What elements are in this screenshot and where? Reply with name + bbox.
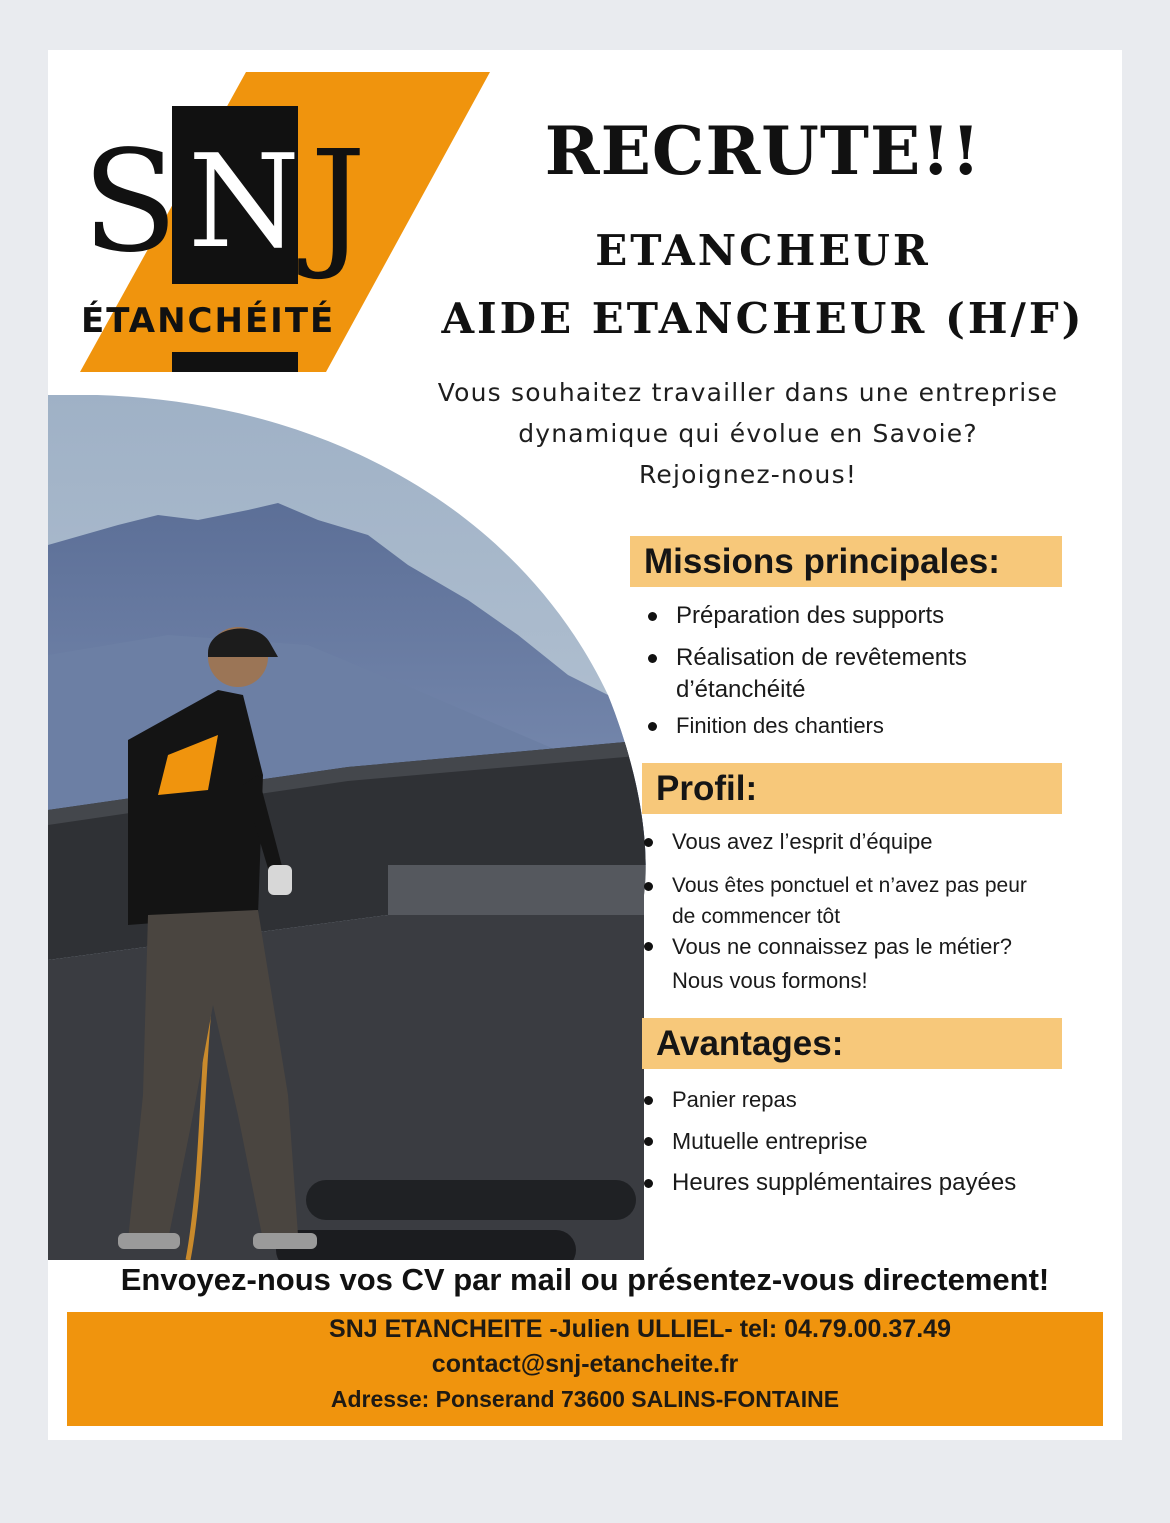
list-item — [644, 1125, 868, 1157]
logo-letter-n: N — [188, 128, 300, 277]
contact-box — [67, 1312, 1103, 1426]
list-item-text: Réalisation de revêtements — [676, 644, 967, 671]
membrane-roll — [306, 1180, 636, 1220]
missions-heading: Missions principales: — [630, 536, 1062, 587]
list-item-text: Heures supplémentaires payées — [672, 1169, 1017, 1196]
logo-letter-j: J — [310, 121, 367, 284]
avantages-heading: Avantages: — [642, 1018, 1062, 1069]
list-item-text: Préparation des supports — [676, 602, 945, 629]
bullet-dot — [648, 612, 657, 621]
bullet-dot — [648, 654, 657, 663]
list-item — [644, 1167, 1016, 1199]
contact-email[interactable]: contact@snj-etancheite.fr — [431, 1350, 739, 1378]
bullet-dot — [644, 838, 653, 847]
missions-list — [648, 600, 1108, 750]
list-item-text: Vous êtes ponctuel et n’avez pas peur — [672, 874, 1027, 897]
logo-black-bar — [172, 352, 298, 372]
intro-line: dynamique qui évolue en Savoie? — [518, 419, 978, 448]
contact-address: Adresse: Ponserand 73600 SALINS-FONTAINE — [330, 1386, 840, 1412]
bullet-dot — [644, 1096, 653, 1105]
membrane-roll — [276, 1230, 576, 1260]
list-item-text: Nous vous formons! — [672, 968, 868, 993]
intro-line: Vous souhaitez travailler dans une entreprise — [437, 378, 1059, 407]
flyer-sheet — [48, 50, 1122, 1440]
list-item — [644, 1084, 797, 1116]
recrute-heading: RECRUTE!! — [544, 112, 982, 190]
bullet-dot — [648, 722, 657, 731]
list-item-text: Finition des chantiers — [676, 713, 884, 738]
list-item — [648, 710, 884, 742]
list-item — [644, 930, 1012, 998]
list-item — [644, 826, 933, 858]
list-item-text: Panier repas — [672, 1087, 797, 1112]
cta-text: Envoyez-nous vos CV par mail ou présentez-vous directement! — [120, 1262, 1050, 1297]
list-item-text: de commencer tôt — [672, 905, 841, 928]
profil-heading: Profil: — [642, 763, 1062, 814]
list-item-text: Vous ne connaissez pas le métier? — [672, 934, 1012, 959]
profil-list — [644, 826, 1104, 1006]
bullet-dot — [644, 942, 653, 951]
list-item-text: d’étanchéité — [676, 676, 806, 703]
bullet-dot — [644, 882, 653, 891]
bullet-dot — [644, 1137, 653, 1146]
logo-letter-s: S — [82, 121, 178, 284]
list-item — [644, 870, 1027, 932]
list-item — [648, 642, 967, 706]
worker-rooftop-photo — [48, 395, 648, 1260]
list-item-text: Vous avez l’esprit d’équipe — [672, 829, 933, 854]
intro-line: Rejoignez-nous! — [638, 460, 858, 489]
job-title-etancheur: ETANCHEUR — [595, 226, 931, 275]
list-item — [648, 600, 944, 632]
job-title-aide-etancheur: AIDE ETANCHEUR (H/F) — [441, 294, 1085, 343]
logo-tagline: ÉTANCHÉITÉ — [81, 301, 336, 341]
contact-name-phone: SNJ ETANCHEITE -Julien ULLIEL- tel: 04.79.00.37.49 — [329, 1315, 951, 1343]
bullet-dot — [644, 1179, 653, 1188]
list-item-text: Mutuelle entreprise — [672, 1128, 868, 1154]
avantages-list — [644, 1084, 1104, 1214]
